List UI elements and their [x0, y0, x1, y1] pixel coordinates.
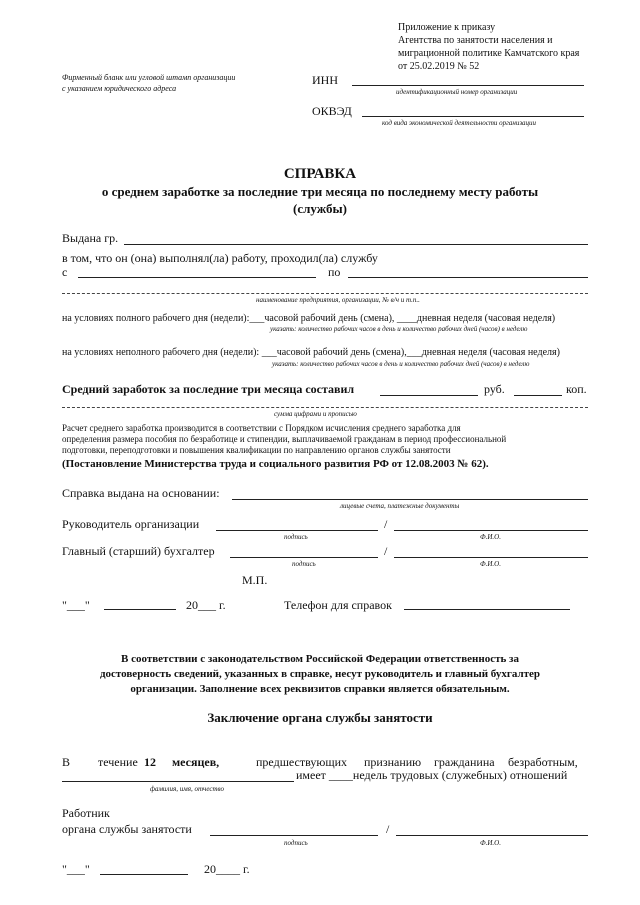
conclusion-title: Заключение органа службы занятости: [207, 710, 433, 725]
date-year-field[interactable]: 20___ г.: [186, 598, 226, 612]
to-date-field[interactable]: [348, 277, 588, 278]
annex-line-2: Агентства по занятости населения и: [398, 35, 553, 46]
full-time-caption: указать: количество рабочих часов в день и количество рабочих дней (часов) в неделю: [270, 325, 528, 333]
part-time-caption: указать: количество рабочих часов в день и количество рабочих дней (часов) в неделю: [272, 360, 530, 368]
conclusion-word-6: признанию: [364, 755, 422, 769]
conclusion-date-year-field[interactable]: 20____ г.: [204, 862, 250, 876]
letterhead-note-line-2: с указанием юридического адреса: [62, 84, 177, 93]
conclusion-word-1: В: [62, 755, 71, 769]
conclusion-word-7: гражданина: [434, 755, 495, 769]
annex-line-4: от 25.02.2019 № 52: [398, 61, 480, 72]
worker-fio-caption: Ф.И.О.: [480, 839, 501, 847]
inn-field[interactable]: [352, 85, 584, 86]
worker-label-line-2: органа службы занятости: [62, 822, 192, 836]
date-month-field[interactable]: [104, 609, 176, 610]
to-label: по: [328, 265, 341, 279]
salary-rubles-field[interactable]: [380, 395, 478, 396]
from-date-field[interactable]: [78, 277, 316, 278]
accountant-signature-caption: подпись: [292, 560, 316, 568]
phone-field[interactable]: [404, 609, 570, 610]
head-slash: /: [384, 517, 388, 531]
accountant-fio-caption: Ф.И.О.: [480, 560, 501, 568]
head-fio-caption: Ф.И.О.: [480, 533, 501, 541]
inn-label: ИНН: [312, 73, 338, 87]
accountant-signature-field[interactable]: [230, 557, 378, 558]
phone-label: Телефон для справок: [284, 598, 392, 612]
basis-field[interactable]: [232, 499, 588, 500]
okved-field[interactable]: [362, 116, 584, 117]
issued-to-label: Выдана гр.: [62, 231, 119, 245]
amount-words-field[interactable]: [62, 407, 588, 408]
annex-line-1: Приложение к приказу: [398, 22, 496, 33]
organization-field[interactable]: [62, 293, 588, 294]
organization-caption: наименование предприятия, организации, № в/ч и т.п..: [256, 296, 420, 304]
head-name-field[interactable]: [394, 530, 588, 531]
average-salary-label: Средний заработок за последние три месяца составил: [62, 382, 355, 396]
okved-caption: код вида экономической деятельности организации: [382, 119, 537, 127]
kop-label: коп.: [566, 382, 587, 396]
worker-label-line-1: Работник: [62, 806, 110, 820]
okved-label: ОКВЭД: [312, 104, 352, 118]
worker-slash: /: [386, 822, 390, 836]
warning-line-1: В соответствии с законодательством Российской Федерации ответственность за: [121, 653, 519, 665]
worker-signature-field[interactable]: [210, 835, 378, 836]
warning-line-2: достоверность сведений, указанных в справке, несут руководитель и главный бухгалтер: [99, 668, 541, 680]
worker-name-field[interactable]: [396, 835, 588, 836]
calc-text-line-4: (Постановление Министерства труда и социального развития РФ от 12.08.2003 № 62).: [62, 458, 489, 470]
inn-caption: идентификационный номер организации: [396, 88, 518, 96]
salary-kopecks-field[interactable]: [514, 395, 562, 396]
calc-text-line-1: Расчет среднего заработка производится в соответствии с Порядком исчисления среднего заработка для: [62, 423, 461, 433]
weeks-text: имеет ____недель трудовых (служебных) отношений: [296, 768, 568, 782]
worker-signature-caption: подпись: [284, 839, 308, 847]
accountant-label: Главный (старший) бухгалтер: [62, 544, 215, 558]
conclusion-word-8: безработным,: [508, 755, 578, 769]
calc-text-line-2: определения размера пособия по безработице и стипендии, выплачиваемой гражданам в период профессиональной: [62, 434, 507, 444]
conclusion-word-4: месяцев,: [172, 755, 220, 769]
conclusion-word-5: предшествующих: [256, 755, 348, 769]
date-day-field[interactable]: "___": [62, 598, 90, 612]
conclusion-date-month-field[interactable]: [100, 874, 188, 875]
page-subtitle-line-1: о среднем заработке за последние три месяца по последнему месту работы: [101, 184, 539, 199]
stamp-place: М.П.: [242, 573, 268, 587]
page-subtitle-line-2: (службы): [293, 201, 347, 216]
warning-line-3: организации. Заполнение всех реквизитов справки является обязательным.: [130, 683, 510, 695]
citizen-name-caption: фамилия, имя, отчество: [150, 785, 224, 793]
head-label: Руководитель организации: [62, 517, 200, 531]
full-time-text: на условиях полного рабочего дня (недели):___часовой рабочий день (смена), ____дневная неделя (часовая неделя): [62, 313, 556, 324]
from-label: с: [62, 265, 68, 279]
basis-caption: лицевые счета, платежные документы: [340, 502, 460, 510]
conclusion-word-2: течение: [98, 755, 138, 769]
citizen-name-field[interactable]: [62, 781, 294, 782]
letterhead-note-line-1: Фирменный бланк или угловой штамп организации: [62, 73, 236, 82]
rub-label: руб.: [484, 382, 505, 396]
basis-label: Справка выдана на основании:: [62, 486, 220, 500]
calc-text-line-3: подготовки, переподготовки и повышения квалификации по направлению органов службы занятости: [62, 445, 451, 455]
annex-line-3: миграционной политике Камчатского края: [398, 48, 580, 59]
conclusion-date-day-field[interactable]: "___": [62, 862, 90, 876]
head-signature-caption: подпись: [284, 533, 308, 541]
conclusion-word-3: 12: [144, 755, 156, 769]
head-signature-field[interactable]: [216, 530, 378, 531]
accountant-name-field[interactable]: [394, 557, 588, 558]
worked-text: в том, что он (она) выполнял(ла) работу, проходил(ла) службу: [62, 251, 378, 265]
page-title: СПРАВКА: [283, 166, 357, 182]
issued-to-field[interactable]: [124, 244, 588, 245]
amount-caption: сумма цифрами и прописью: [274, 410, 357, 418]
part-time-text: на условиях неполного рабочего дня (недели): ___часовой рабочий день (смена),___дневная неделя (часовая неделя): [62, 347, 560, 358]
accountant-slash: /: [384, 544, 388, 558]
